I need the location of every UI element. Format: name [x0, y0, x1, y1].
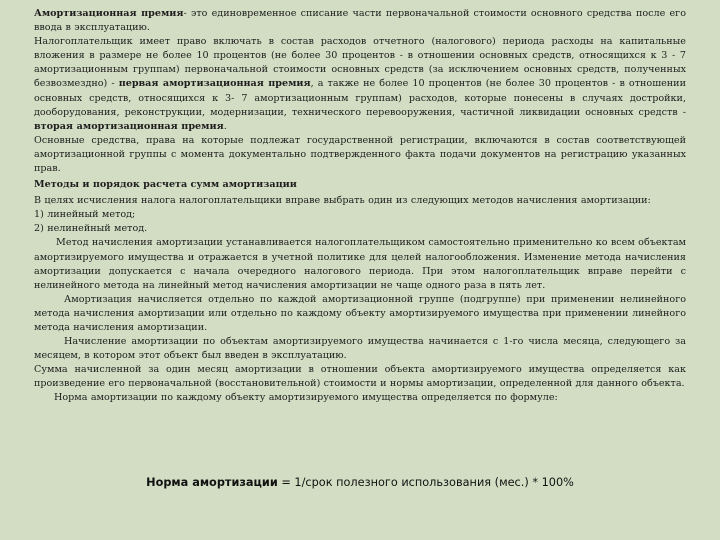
definition-text: - это единовременное списание части первоначальной стоимости основного средства после его ввода в эксплуатацию.	[34, 8, 686, 34]
paragraph-monthly-sum: Сумма начисленной за один месяц амортизации в отношении объекта амортизируемого имущества определяется как произведение его первоначальной (восстановительной) стоимости и нормы амортизации, определенной для данного объекта.	[34, 364, 686, 390]
term-first-premium: первая амортизационная премия	[118, 78, 311, 90]
paragraph-definition	[34, 7, 686, 35]
premium-rules-text-2: , а также не более 10 процентов (не более 30 процентов - в отношении основных средств, относящихся к 3- 7 амортизационным группам) расходов, которые понесены в случаях достройки, дооборудования, реконструкции, модернизации, технического перевооружения, частичной ликвидации основных средств -	[34, 78, 686, 118]
premium-rules-text-1: Налогоплательщик имеет право включать в состав расходов отчетного (налогового) периода расходы на капитальные вложения в размере не более 10 процентов (не более 30 процентов - в отношении основных средств, относящихся к 3 - 7 амортизационным группам) первоначальной стоимости основных средств (за исключением основных средств, полученных безвозмездно) -	[34, 36, 686, 90]
paragraph-methods-intro: В целях исчисления налога налогоплательщики вправе выбрать один из следующих методов начисления амортизации:	[34, 195, 651, 207]
premium-rules-end: .	[223, 120, 227, 132]
amortization-formula	[0, 476, 720, 489]
term-second-premium: вторая амортизационная премия	[34, 120, 224, 132]
paragraph-registration: Основные средства, права на которые подлежат государственной регистрации, включаются в состав соответствующей амортизационной группы с момента документально подтвержденного факта подачи документов на регистрацию указанных прав.	[34, 134, 686, 175]
paragraph-accrual-start: Начисление амортизации по объектам амортизируемого имущества начинается с 1-го числа месяца, следующего за месяцем, в котором этот объект был введен в эксплуатацию.	[34, 336, 686, 362]
method-item-nonlinear: 2) нелинейный метод.	[34, 223, 148, 235]
paragraph-formula-intro: Норма амортизации по каждому объекту амортизируемого имущества определяется по формуле:	[54, 392, 558, 404]
term-amortization-premium: Амортизационная премия	[34, 8, 184, 19]
paragraph-method-choice: Метод начисления амортизации устанавливается налогоплательщиком самостоятельно применительно ко всем объектам амортизируемого имущества и отражается в учетной политике для целей налогообложения. Изменение метода начисления амортизации допускается с начала очередного налогового периода. При этом налогоплательщик вправе перейти с нелинейного метода на линейный метод начисления амортизации не чаще одного раза в пять лет.	[34, 237, 686, 291]
formula-label: Норма амортизации	[146, 476, 278, 489]
paragraph-accrual-groups: Амортизация начисляется отдельно по каждой амортизационной группе (подгруппе) при применении нелинейного метода начисления амортизации или отдельно по каждому объекту амортизируемого имущества при применении линейного метода начисления амортизации.	[34, 293, 686, 333]
section-heading: Методы и порядок расчета сумм амортизации	[34, 179, 297, 191]
formula-expression: = 1/срок полезного использования (мес.) * 100%	[277, 476, 574, 489]
paragraph-premium-rules	[34, 35, 686, 134]
method-item-linear: 1) линейный метод;	[34, 209, 136, 221]
